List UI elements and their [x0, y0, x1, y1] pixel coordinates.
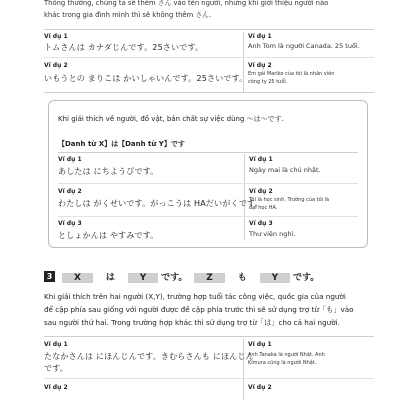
example-japanese: トムさんは カナダじんです。25さいです。: [44, 43, 204, 52]
example-translation: Anh Tom là người Canada. 25 tuổi.: [248, 42, 360, 50]
divider: [44, 29, 374, 30]
example-translation: Ngày mai là chủ nhật.: [249, 166, 321, 174]
example-label: Ví dụ 2: [248, 384, 272, 391]
example-translation: Em gái Mariko của tôi là nhân viên: [248, 71, 335, 77]
grammar-description: Khi giải thích về người, đồ vật, bản chất sự việc dùng ～は～です.: [58, 115, 284, 123]
heading-desu: です。: [161, 273, 188, 283]
divider: [44, 57, 374, 58]
example-translation: Anh Tanaka là người Nhật. Anh: [248, 352, 325, 358]
example-label: Ví dụ 2: [44, 62, 68, 69]
example-label: Ví dụ 2: [44, 384, 68, 391]
example-label: Ví dụ 1: [248, 341, 272, 348]
example-japanese: いもうとの まりこは かいしゃいんです。25さいです。: [44, 74, 248, 83]
column-divider: [244, 154, 245, 240]
section-heading: [62, 270, 319, 283]
divider: [44, 92, 374, 93]
example-translation: Tôi là học sinh. Trường của tôi là: [249, 197, 330, 203]
example-japanese: わたしは がくせいです。がっこうは HAだいがくです。: [58, 199, 263, 208]
divider: [44, 336, 374, 337]
example-translation: Thư viện nghỉ.: [249, 230, 296, 238]
heading-wa: は: [105, 273, 115, 283]
example-label: Ví dụ 2: [249, 188, 273, 195]
section-paragraph-line: sau người thứ hai. Trong trường hợp khác thì sử dụng trợ từ「は」cho cả hai người.: [44, 318, 340, 327]
divider: [58, 216, 358, 217]
divider: [58, 152, 358, 153]
intro-line-1: Thông thường, chúng ta sẽ thêm さん vào tên người, nhưng khi giới thiệu người nào: [44, 0, 329, 7]
example-label: Ví dụ 1: [58, 156, 82, 163]
divider: [58, 183, 358, 184]
example-translation: đại học HA.: [249, 205, 278, 211]
example-label: Ví dụ 1: [44, 341, 68, 348]
example-label: Ví dụ 1: [44, 33, 68, 40]
intro-line-2: khác trong gia đình mình thì sẽ không thêm さん.: [44, 11, 212, 19]
example-label: Ví dụ 3: [58, 220, 82, 227]
heading-z: Z: [194, 273, 225, 283]
section-paragraph-line: để cập phía sau giống với người được đề cập phía trước thì sẽ sử dụng trợ từ「も」vào: [44, 305, 354, 314]
example-label: Ví dụ 1: [248, 33, 272, 40]
divider: [44, 378, 374, 379]
section-paragraph-line: Khi giải thích trên hai người (X,Y), trường hợp tuổi tác công việc, quốc gia của người: [44, 292, 346, 301]
column-divider: [243, 339, 244, 400]
example-label: Ví dụ 3: [249, 220, 273, 227]
example-japanese: あしたは にちようびです。: [58, 167, 159, 176]
example-japanese: たなかさんは にほんじんです。きむらさんも にほんじん: [44, 352, 254, 361]
heading-x: X: [62, 273, 93, 283]
heading-y: Y: [128, 273, 159, 283]
heading-desu: です。: [292, 273, 320, 283]
example-label: Ví dụ 1: [249, 156, 273, 163]
example-label: Ví dụ 2: [58, 188, 82, 195]
example-label: Ví dụ 2: [248, 62, 272, 69]
example-translation: công ty 25 tuổi.: [248, 79, 288, 85]
heading-y2: Y: [260, 273, 291, 283]
grammar-pattern: 【Danh từ X】は【Danh từ Y】です: [58, 140, 185, 148]
example-translation: Kimura cũng là người Nhật.: [248, 360, 317, 366]
example-japanese: としょかんは やすみです。: [58, 231, 159, 240]
heading-mo: も: [237, 273, 247, 283]
section-number: 3: [44, 271, 55, 282]
example-japanese: です。: [44, 364, 68, 373]
